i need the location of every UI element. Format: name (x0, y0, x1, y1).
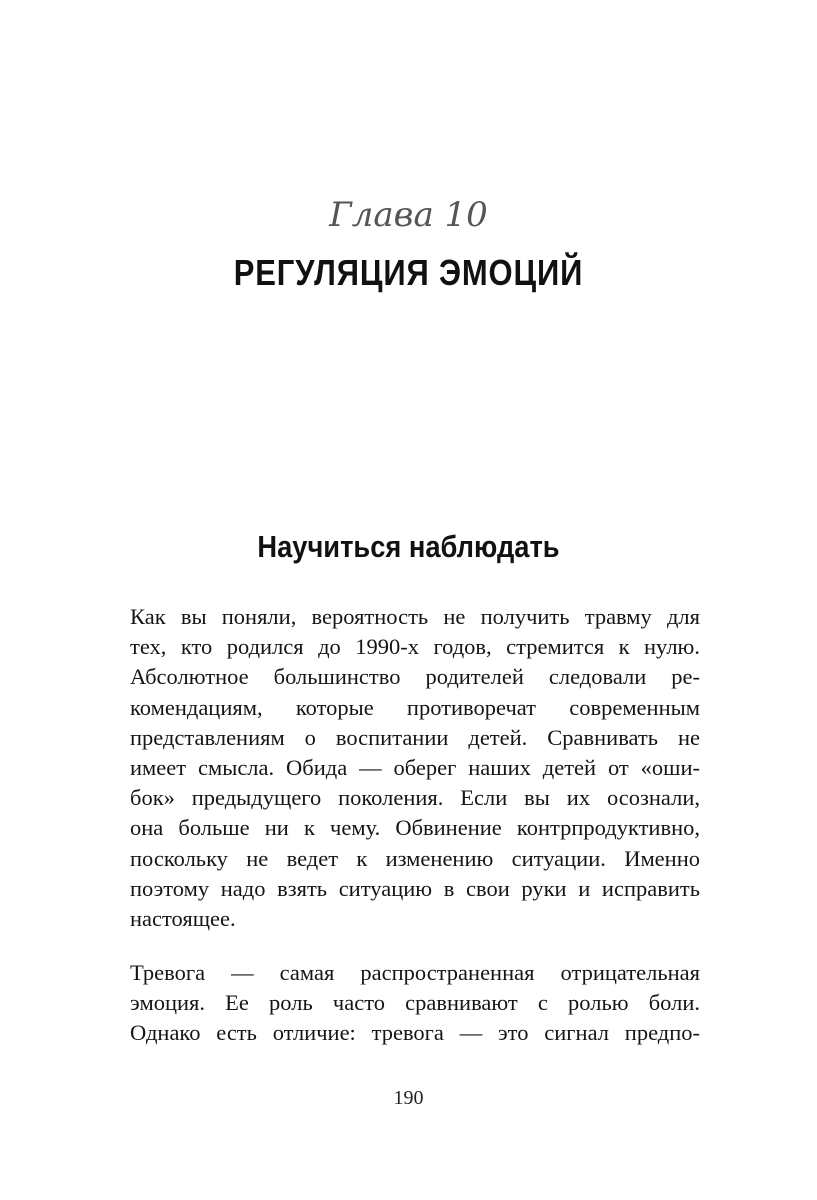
paragraph-line: представлениям о воспитании детей. Сравнивать не (130, 724, 700, 750)
paragraph-2 (130, 958, 700, 1049)
paragraph-line: Однако есть отличие: тревога — это сигнал предпо- (130, 1020, 700, 1046)
paragraph-line: поскольку не ведет к изменению ситуации. Именно (130, 845, 700, 871)
paragraph-line: настоящее. (130, 905, 236, 931)
paragraph-line: поэтому надо взять ситуацию в свои руки и исправить (130, 875, 700, 901)
paragraph-line: тех, кто родился до 1990-х годов, стремится к нулю. (130, 634, 700, 660)
paragraph-line: бок» предыдущего поколения. Если вы их осознали, (130, 785, 700, 811)
page-number: 190 (393, 1087, 424, 1109)
paragraph-line: имеет смысла. Обида — оберег наших детей от «оши- (130, 754, 700, 780)
paragraph-1 (130, 602, 700, 934)
paragraph-line: она больше ни к чему. Обвинение контрпродуктивно, (130, 815, 700, 841)
chapter-label: Глава 10 (329, 195, 488, 235)
section-title: Научиться наблюдать (257, 529, 560, 564)
paragraph-line: комендациям, которые противоречат современным (130, 694, 700, 720)
paragraph-line: Абсолютное большинство родителей следовали ре- (130, 664, 700, 690)
paragraph-line: эмоция. Ее роль часто сравнивают с ролью боли. (130, 990, 700, 1016)
chapter-title: РЕГУЛЯЦИЯ ЭМОЦИЙ (233, 252, 584, 293)
paragraph-line: Как вы поняли, вероятность не получить травму для (130, 604, 700, 629)
paragraph-line: Тревога — самая распространенная отрицательная (130, 960, 700, 985)
